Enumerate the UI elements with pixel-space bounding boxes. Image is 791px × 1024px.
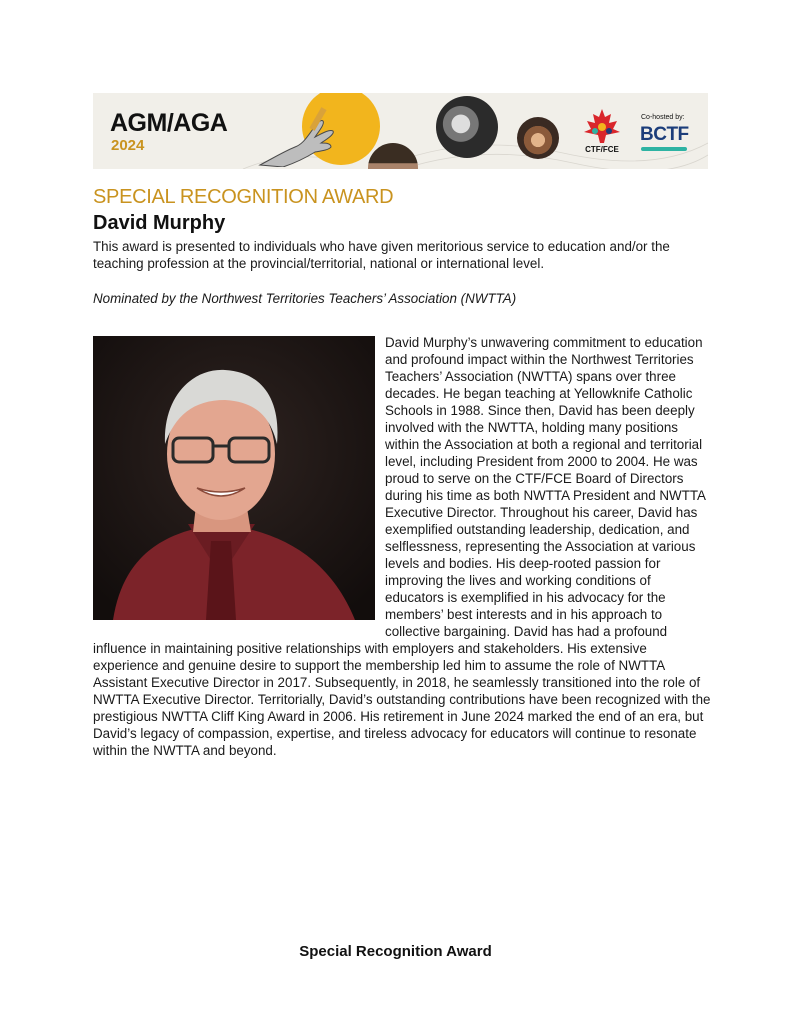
agm-banner [93, 93, 708, 169]
recipient-name: David Murphy [93, 212, 226, 234]
bctf-underline-decoration [641, 147, 687, 151]
award-description: This award is presented to individuals who have given meritorious service to education and/or the teaching profession at the provincial/territorial, national or international level. [93, 239, 670, 271]
maple-leaf-icon [580, 107, 624, 145]
hand-illustration [255, 107, 345, 167]
group-photo-circle [436, 96, 498, 158]
bio-text: David Murphy’s unwavering commitment to education and profound impact within the Northwest Territories Teachers’ Association (NWTTA) spans over three decades. He began teaching at Yellowknife Catholic Schools in 1988. Since then, David has been deeply involved with the NWTTA, holding many positions within the Association at both a regional and territorial level, including President from 2000 to 2004. He was proud to serve on the CTF/FCE Board of Directors during his time as both NWTTA President and NWTTA Executive Director. Throughout his career, David has exemplified outstanding leadership, dedication, and selflessness, representing the Association at various levels and bodies. His deep-rooted passion for improving the lives and working conditions of educators is exemplified in his advocacy for the members’ best interests and in his approach to collective bargaining. David has had a profound influence in maintaining positive relationships with employers and stakeholders. His extensive experience and genuine desire to support the membership led him to assume the role of NWTTA Assistant Executive Director in 2017. Subsequently, in 2018, he seamlessly transitioned into the role of NWTTA Executive Director. Territorially, David’s outstanding contributions have been recognized with the prestigious NWTTA Cliff King Award in 2006. His retirement in June 2024 marked the end of an era, but David’s legacy of compassion, expertise, and tireless advocacy for educators will continue to resonate within the NWTTA and beyond. [93, 335, 711, 758]
cohosted-label: Co-hosted by: [641, 114, 685, 121]
nominated-by: Nominated by the Northwest Territories Teachers’ Association (NWTTA) [93, 291, 517, 306]
portrait-spacer [93, 334, 385, 634]
ctf-fce-label: CTF/FCE [585, 145, 619, 154]
award-title: SPECIAL RECOGNITION AWARD [93, 186, 394, 208]
hands-photo-circle [517, 117, 559, 159]
agm-year: 2024 [111, 137, 145, 154]
ctf-fce-logo [580, 107, 624, 157]
agm-title: AGM/AGA [110, 109, 228, 137]
bctf-logo: BCTF [640, 124, 689, 145]
recipient-bio [93, 334, 713, 759]
page-footer: Special Recognition Award [299, 943, 492, 960]
